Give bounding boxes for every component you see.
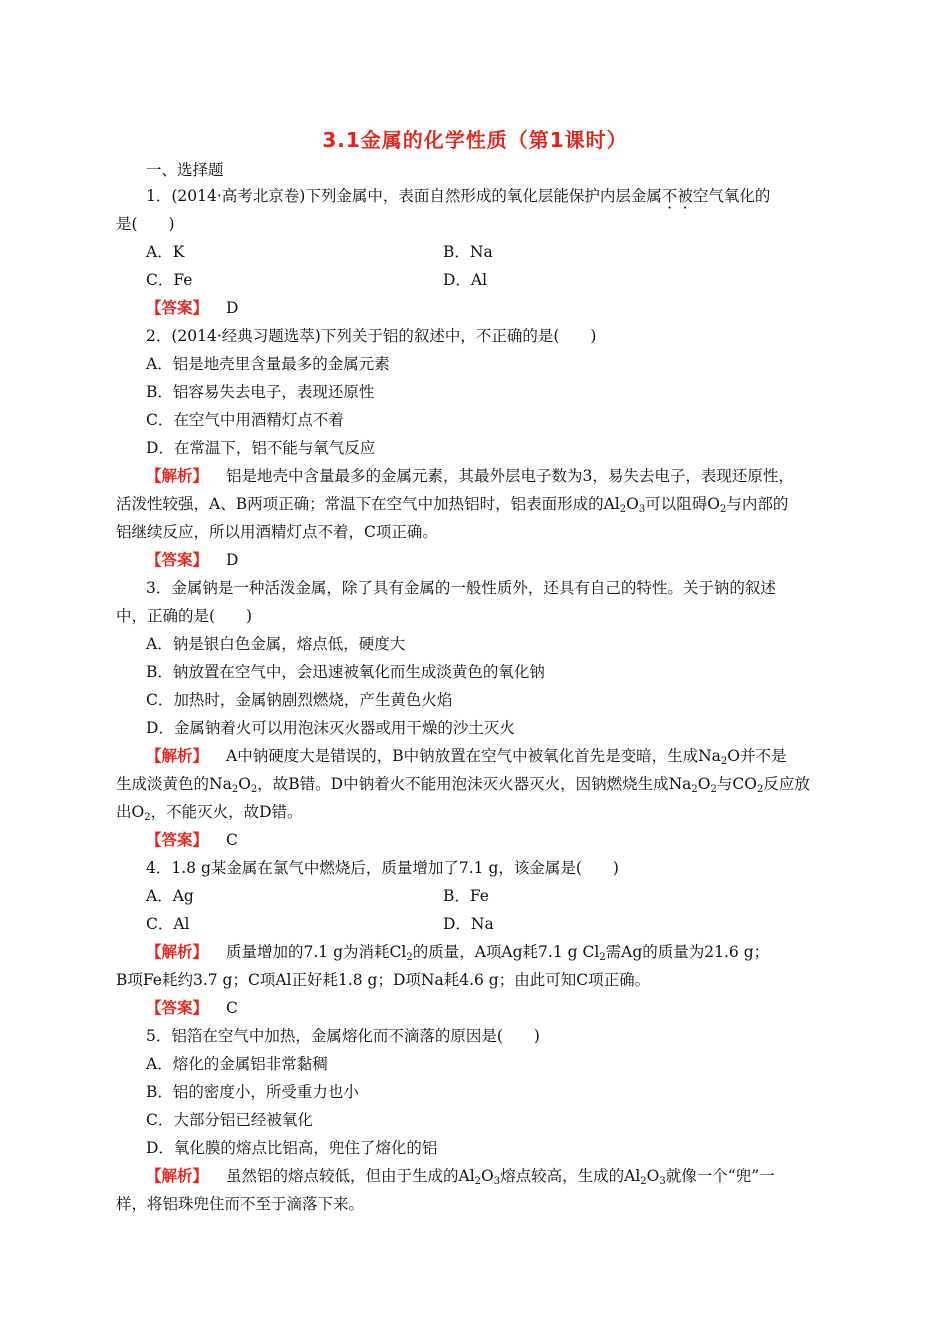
explanation-tag: 【解析】 bbox=[146, 466, 209, 485]
q5-explanation-line2: 样，将铝珠兜住而不至于滴落下来。 bbox=[116, 1195, 365, 1213]
page-title: 3.1金属的化学性质（第1课时） bbox=[322, 128, 628, 152]
q3-explanation-line3: 出$O_2$，不能灭火，故D错。 bbox=[116, 803, 303, 823]
q4-answer: 【答案】 C bbox=[146, 998, 238, 1017]
q4-option-a: A．Ag bbox=[146, 887, 194, 905]
q5-option-c: C．大部分铝已经被氧化 bbox=[146, 1111, 313, 1129]
explanation-tag: 【解析】 bbox=[146, 1166, 209, 1185]
q2-answer: 【答案】 D bbox=[146, 550, 239, 569]
q3-stem-line2: 中，正确的是( ) bbox=[116, 607, 253, 625]
q3-explanation-line2: 生成淡黄色的$Na_2O_2$，故B错。D中钠着火不能用泡沫灭火器灭火，因钠燃烧生成$Na_2O_2$与$CO_2$反应放 bbox=[116, 775, 810, 795]
section-heading: 一、选择题 bbox=[146, 161, 224, 179]
explanation-tag: 【解析】 bbox=[146, 942, 209, 961]
q4-explanation-line2: B项Fe耗约3.7 g；C项Al正好耗1.8 g；D项Na耗4.6 g；由此可知C项正确。 bbox=[116, 971, 651, 989]
q4-option-b: B．Fe bbox=[443, 887, 489, 905]
q2-explanation-line2: 活泼性较强，A、B两项正确；常温下在空气中加热铝时，铝表面形成的$Al_2O_3$可以阻碍$O_2$与内部的 bbox=[116, 495, 789, 515]
q2-option-d: D．在常温下，铝不能与氧气反应 bbox=[146, 439, 376, 457]
q4-stem: 4．1.8 g某金属在氯气中燃烧后，质量增加了7.1 g，该金属是( ) bbox=[146, 859, 619, 877]
q2-explanation-line3: 铝继续反应，所以用酒精灯点不着，C项正确。 bbox=[116, 523, 438, 541]
q3-stem-line1: 3．金属钠是一种活泼金属，除了具有金属的一般性质外，还具有自己的特性。关于钠的叙述 bbox=[146, 579, 776, 597]
q3-option-c: C．加热时，金属钠剧烈燃烧，产生黄色火焰 bbox=[146, 691, 453, 709]
q3-option-a: A．钠是银白色金属，熔点低，硬度大 bbox=[146, 635, 406, 653]
q5-explanation-line1: 【解析】 虽然铝的熔点较低，但由于生成的$Al_2O_3$熔点较高，生成的$Al_2O_3$就像一个“兜”一 bbox=[146, 1166, 775, 1187]
q5-option-a: A．熔化的金属铝非常黏稠 bbox=[146, 1055, 328, 1073]
q1-stem-line2: 是( ) bbox=[116, 215, 175, 233]
q3-option-d: D．金属钠着火可以用泡沫灭火器或用干燥的沙土灭火 bbox=[146, 719, 515, 737]
q3-answer: 【答案】 C bbox=[146, 830, 238, 849]
q1-option-c: C．Fe bbox=[146, 271, 193, 289]
q4-option-c: C．Al bbox=[146, 915, 190, 933]
q5-stem: 5．铝箔在空气中加热，金属熔化而不滴落的原因是( ) bbox=[146, 1027, 540, 1045]
q3-option-b: B．钠放置在空气中，会迅速被氧化而生成淡黄色的氧化钠 bbox=[146, 663, 545, 681]
q4-option-d: D．Na bbox=[443, 915, 494, 933]
explanation-tag: 【解析】 bbox=[146, 746, 209, 765]
answer-tag: 【答案】 bbox=[146, 298, 209, 317]
q3-explanation-line1: 【解析】 A中钠硬度大是错误的，B中钠放置在空气中被氧化首先是变暗，生成$Na_2O$并不是 bbox=[146, 746, 787, 767]
q1-option-a: A．K bbox=[146, 243, 185, 261]
q5-option-d: D．氧化膜的熔点比铝高，兜住了熔化的铝 bbox=[146, 1139, 438, 1157]
answer-tag: 【答案】 bbox=[146, 550, 209, 569]
q1-answer: 【答案】 D bbox=[146, 298, 239, 317]
q2-option-a: A．铝是地壳里含量最多的金属元素 bbox=[146, 355, 390, 373]
answer-tag: 【答案】 bbox=[146, 830, 209, 849]
q5-option-b: B．铝的密度小，所受重力也小 bbox=[146, 1083, 359, 1101]
q1-option-b: B．Na bbox=[443, 243, 493, 261]
q2-stem: 2．(2014·经典习题选萃)下列关于铝的叙述中，不正确的是( ) bbox=[146, 327, 597, 345]
q4-explanation-line1: 【解析】 质量增加的7.1 g为消耗$Cl_2$的质量，A项Ag耗7.1 g $Cl_2$需Ag的质量为21.6 g； bbox=[146, 942, 770, 963]
q2-option-b: B．铝容易失去电子，表现还原性 bbox=[146, 383, 375, 401]
q2-option-c: C．在空气中用酒精灯点不着 bbox=[146, 411, 344, 429]
q1-option-d: D．Al bbox=[443, 271, 488, 289]
q2-explanation-line1: 【解析】 铝是地壳中含量最多的金属元素，其最外层电子数为3，易失去电子，表现还原性， bbox=[146, 466, 794, 485]
answer-tag: 【答案】 bbox=[146, 998, 209, 1017]
q1-stem-line1: 1．(2014·高考北京卷)下列金属中，表面自然形成的氧化层能保护内层金属不被空气氧化的 bbox=[146, 187, 771, 205]
